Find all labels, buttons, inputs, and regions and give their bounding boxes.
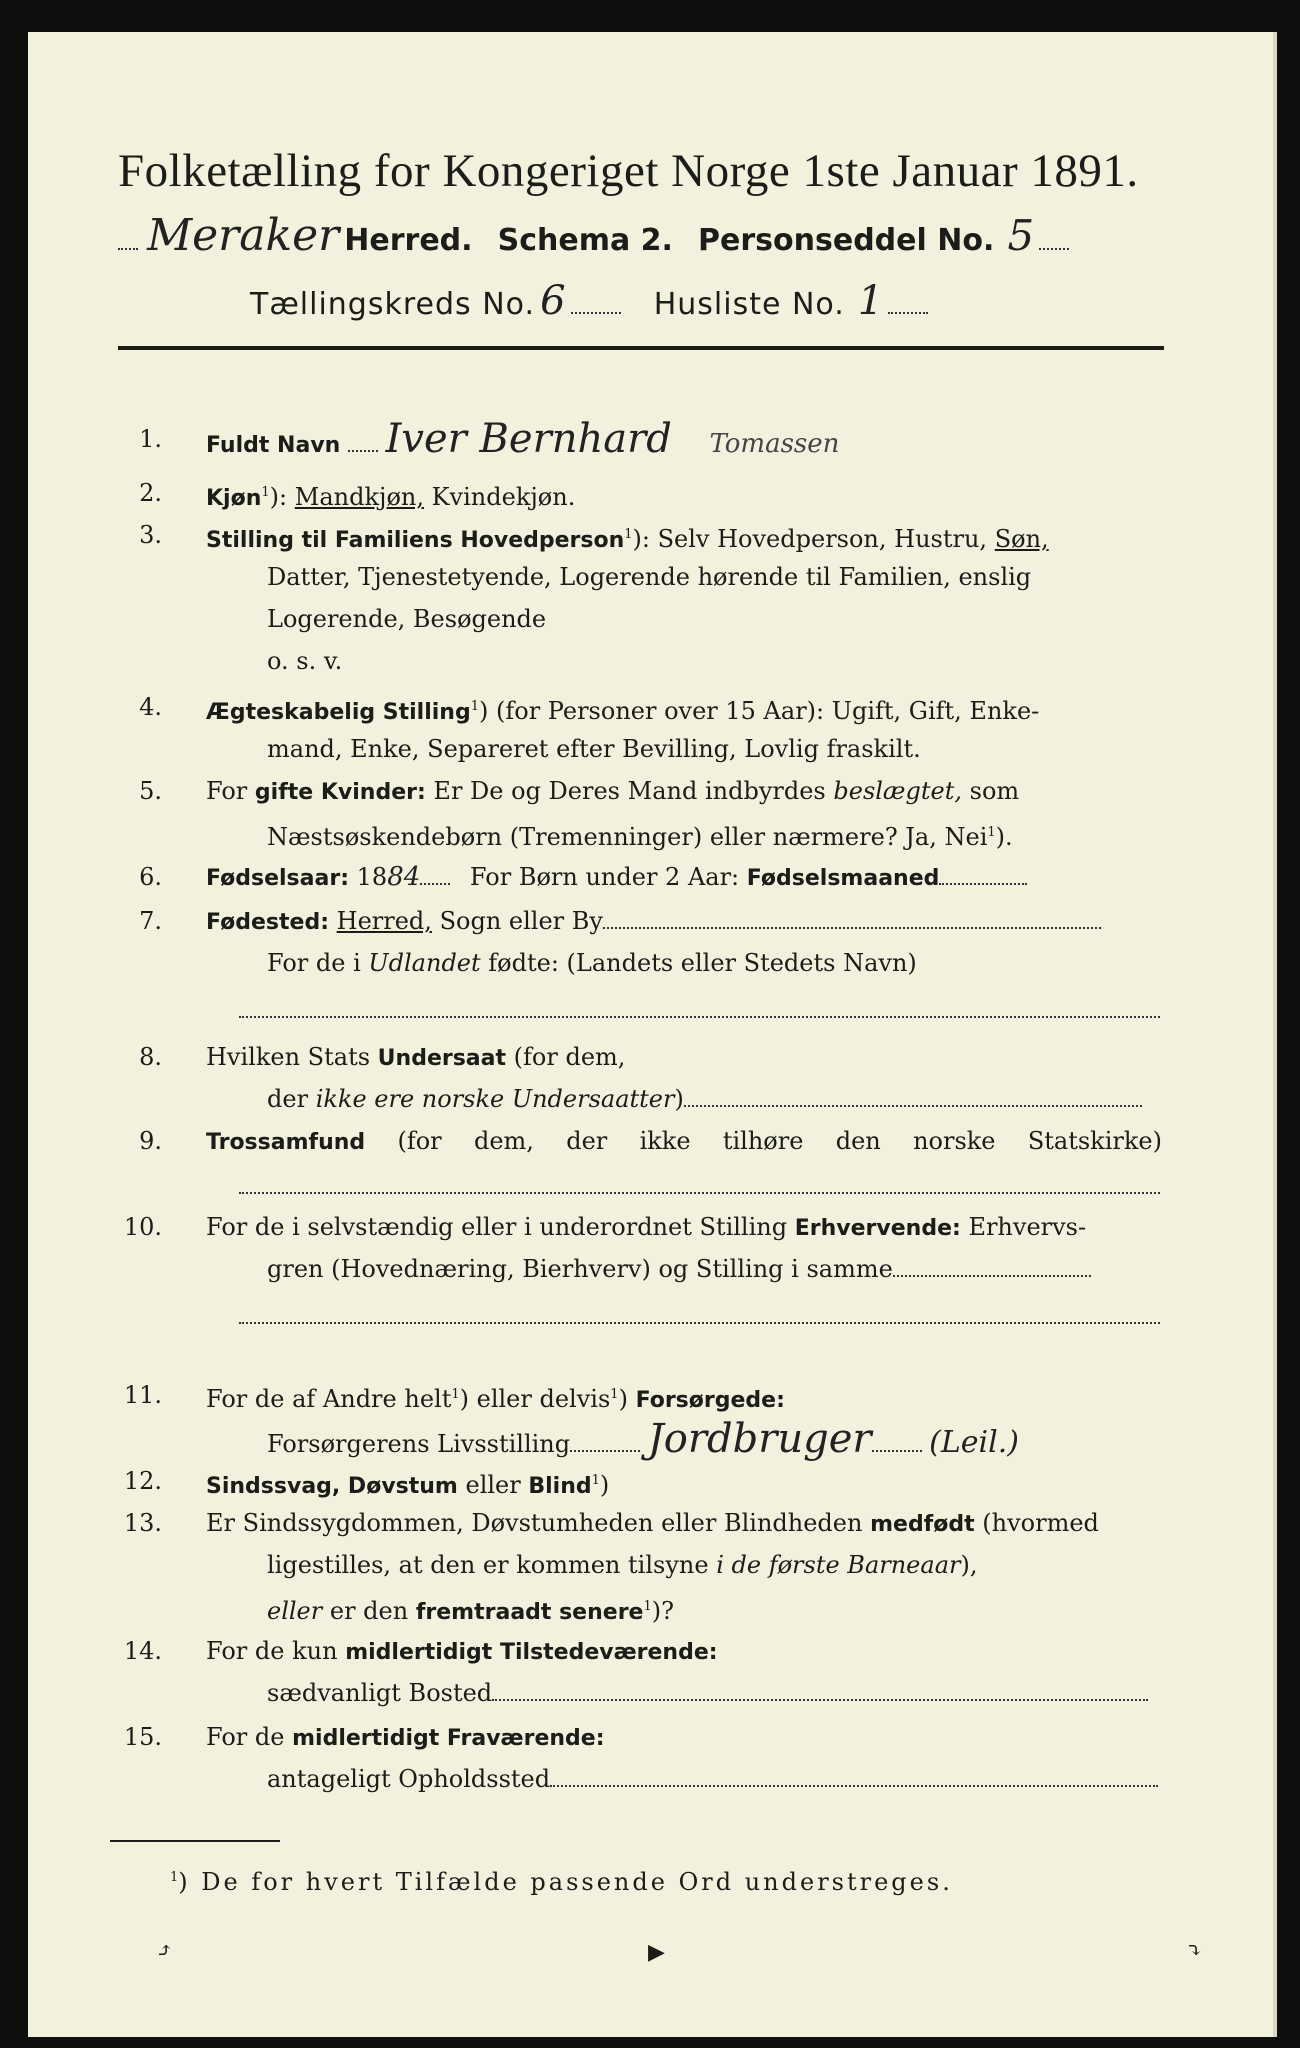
question-text: ): [269,483,288,511]
question-text: Datter, Tjenestetyende, Logerende hørende til Familien, enslig [267,563,1032,591]
answer-dotline [239,1192,1160,1194]
question-text: ) [674,1085,684,1113]
answer-dotline [239,1016,1160,1018]
surname-answer: Tomassen [709,429,840,459]
personseddel-label: Personseddel No. [698,223,995,258]
question-number: 10. [123,1213,162,1241]
question-text: der [267,1085,309,1113]
question-text: (hvormed [982,1509,1099,1537]
question-text: Udlandet [368,949,481,977]
question-text: (for dem, der ikke tilhøre den norske Statskirke) [397,1127,1162,1155]
question-label: Sindssvag, Døvstum [206,1474,458,1499]
mark-left-icon: ⤴ [156,1938,173,1962]
question-text: ligestilles, at den er kommen tilsyne [267,1551,709,1579]
question-text: 18 [356,863,388,891]
footnote [170,1868,953,1896]
question-label: medfødt [870,1512,975,1537]
form-title: Folketælling for Kongeriget Norge 1ste Januar 1891. [118,145,1139,197]
question-label: Fødested: [206,910,329,935]
question-label: Fødselsaar: [206,866,349,891]
question-text: For [206,777,248,805]
footnote-ref: 1 [170,1870,179,1885]
footnote-ref: 1 [643,1599,652,1614]
kreds-number: 6 [540,278,566,324]
question-text: ). [995,823,1013,851]
question-text: Sogn eller By [439,907,603,935]
question-text: fødte: (Landets eller Stedets Navn) [488,949,917,977]
question-text: Er Sindssygdommen, Døvstumheden eller Blindheden [206,1509,863,1537]
question-text: beslægtet, [833,777,962,805]
question-number: 13. [123,1509,162,1537]
question-label: Stilling til Familiens Hovedperson [206,528,625,553]
question-text: sædvanligt Bosted [267,1679,493,1707]
question-number: 15. [123,1723,162,1751]
question-label: Fødselsmaaned [746,866,940,891]
question-number: 6. [139,863,162,891]
footnote-rule [110,1840,280,1842]
husliste-number: 1 [857,278,884,324]
herred-line [118,210,1158,260]
question-number: 3. [139,521,162,549]
footnote-ref: 1 [987,825,996,840]
question-number: 9. [139,1127,162,1155]
question-text: er den [329,1597,409,1625]
question-text: )? [651,1597,674,1625]
question-text: (for dem, [513,1043,626,1071]
question-text: i de første Barneaar [716,1551,961,1579]
footnote-ref: 1 [451,1387,460,1402]
question-label: Trossamfund [206,1130,366,1155]
question-text: ) [618,1385,628,1413]
question-text: For Børn under 2 Aar: [469,863,740,891]
birth-year-answer: 84 [387,862,421,892]
question-text: ) [599,1471,610,1499]
question-label: Ægteskabelig Stilling [206,700,471,725]
kreds-label: Tællingskreds No. [250,287,535,322]
schema-label: Schema 2. [497,223,673,258]
provider-occupation-note: (Leil.) [929,1425,1019,1460]
question-label: Undersaat [377,1046,507,1071]
question-number: 5. [139,777,162,805]
question-number: 8. [139,1043,162,1071]
footnote-ref: 1 [470,699,480,714]
question-text: Er De og Deres Mand indbyrdes [433,777,826,805]
mark-right-icon: ⤵ [1186,1938,1203,1962]
sex-male-option: Mandkjøn, [294,483,424,511]
herred-option: Herred, [336,907,432,935]
herred-label: Herred. [344,223,473,258]
question-text: Næstsøskendebørn (Tremenninger) eller nærmere? Ja, Nei [267,823,988,851]
question-text: ), [960,1551,978,1579]
footnote-ref: 1 [261,485,270,500]
question-label: Blind [528,1474,592,1499]
kreds-line [250,278,928,324]
footnote-text: ) De for hvert Tilfælde passende Ord understreges. [178,1868,953,1896]
question-text: For de kun [206,1637,338,1665]
question-label: Erhvervende: [794,1216,961,1241]
header-rule [118,346,1164,350]
question-number: 12. [123,1467,162,1495]
personseddel-number: 5 [1007,211,1035,260]
sex-female-option: Kvindekjøn. [431,483,576,511]
herred-handwritten: Meraker [147,210,340,261]
question-text: ) (for Personer over 15 Aar): Ugift, Gift, Enke- [479,697,1040,725]
question-text: eller [465,1471,521,1499]
mark-center-icon: ▶ [648,1940,665,1965]
footnote-ref: 1 [610,1387,619,1402]
answer-dotline [239,1322,1160,1324]
question-text: Forsørgerens Livsstilling [267,1430,571,1458]
question-text: som [969,777,1020,805]
question-text: gren (Hovednæring, Bierhverv) og Stilling i samme [267,1255,893,1283]
full-name-answer: Iver Bernhard [385,416,672,462]
question-text: ) eller delvis [459,1385,611,1413]
question-text: eller [267,1597,323,1625]
question-number: 11. [123,1381,162,1409]
husliste-label: Husliste No. [653,287,845,322]
question-text: For de i [267,949,361,977]
question-label: midlertidigt Tilstedeværende: [345,1640,718,1665]
question-number: 14. [123,1637,162,1665]
question-label: midlertidigt Fraværende: [292,1726,605,1751]
footnote-ref: 1 [591,1473,600,1488]
question-label: Forsørgede: [635,1388,785,1413]
question-number: 4. [139,693,162,721]
question-label: Fuldt Navn [206,433,341,458]
question-text: For de i selvstændig eller i underordnet Stilling [206,1213,788,1241]
son-option: Søn, [994,525,1049,553]
question-label: fremtraadt senere [415,1600,644,1625]
question-number: 2. [139,479,162,507]
footnote-ref: 1 [624,527,633,542]
question-label: gifte Kvinder: [254,780,426,805]
question-text: antageligt Opholdssted [267,1765,551,1793]
question-text: Hvilken Stats [206,1043,371,1071]
question-number: 7. [139,907,162,935]
question-text: Erhvervs- [968,1213,1087,1241]
question-label: Kjøn [206,486,262,511]
question-text: Logerende, Besøgende [267,605,547,633]
question-text: For de af Andre helt [206,1385,452,1413]
census-form [28,32,1277,2037]
question-text: mand, Enke, Separeret efter Bevilling, Lovlig fraskilt. [267,735,921,763]
question-text: ikke ere norske Undersaatter [315,1085,675,1113]
question-text: For de [206,1723,285,1751]
provider-occupation-answer: Jordbruger [647,1416,872,1462]
question-text: ): Selv Hovedperson, Hustru, [632,525,988,553]
question-number: 1. [139,425,162,453]
question-text: o. s. v. [267,647,343,675]
question-1 [112,418,1162,470]
